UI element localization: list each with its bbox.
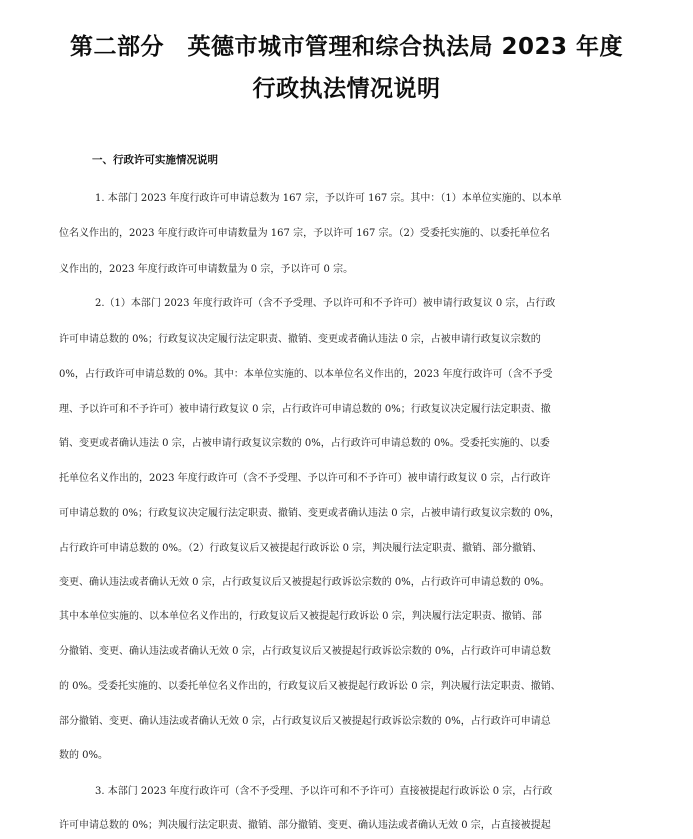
paragraph-line: 销、变更或者确认违法 0 宗，占被申请行政复议宗数的 0%，占行政许可申请总数的 0%。受委托实施的、以委: [59, 438, 550, 449]
paragraph-line: 2.（1）本部门 2023 年度行政许可（含不予受理、予以许可和不予许可）被申请行政复议 0 宗，占行政: [95, 298, 556, 309]
paragraph-line: 位名义作出的，2023 年度行政许可申请数量为 167 宗，予以许可 167 宗。（2）受委托实施的、以委托单位名: [59, 228, 550, 239]
paragraph-line: 其中本单位实施的、以本单位名义作出的，行政复议后又被提起行政诉讼 0 宗，判决履行法定职责、撤销、部: [59, 611, 542, 622]
paragraph-line: 许可申请总数的 0%；判决履行法定职责、撤销、部分撤销、变更、确认违法或者确认无效 0 宗，占直接被提起: [59, 820, 551, 831]
paragraph-line: 可申请总数的 0%；行政复议决定履行法定职责、撤销、变更或者确认违法 0 宗，占被申请行政复议宗数的 0%，: [59, 508, 560, 519]
paragraph-line: 部分撤销、变更、确认违法或者确认无效 0 宗，占行政复议后又被提起行政诉讼宗数的 0%，占行政许可申请总: [59, 716, 551, 727]
paragraph-line: 数的 0%。: [59, 750, 109, 761]
paragraph-line: 义作出的，2023 年度行政许可申请数量为 0 宗，予以许可 0 宗。: [59, 264, 354, 275]
paragraph-line: 变更、确认违法或者确认无效 0 宗，占行政复议后又被提起行政诉讼宗数的 0%，占行政许可申请总数的 0%。: [59, 577, 550, 588]
paragraph-line: 分撤销、变更、确认违法或者确认无效 0 宗，占行政复议后又被提起行政诉讼宗数的 0%，占行政许可申请总数: [59, 646, 551, 657]
paragraph-line: 0%，占行政许可申请总数的 0%。其中：本单位实施的、以本单位名义作出的，2023 年度行政许可（含不予受: [59, 369, 553, 380]
paragraph-line: 1. 本部门 2023 年度行政许可申请总数为 167 宗，予以许可 167 宗。其中：（1）本单位实施的、以本单: [95, 193, 562, 204]
paragraph-line: 许可申请总数的 0%；行政复议决定履行法定职责、撤销、变更或者确认违法 0 宗，占被申请行政复议宗数的: [59, 334, 541, 345]
paragraph-line: 占行政许可申请总数的 0%。（2）行政复议后又被提起行政诉讼 0 宗，判决履行法定职责、撤销、部分撤销、: [59, 543, 543, 554]
paragraph-line: 3. 本部门 2023 年度行政许可（含不予受理、予以许可和不予许可）直接被提起行政诉讼 0 宗，占行政: [95, 786, 553, 797]
document-title-line-1: 第二部分 英德市城市管理和综合执法局 2023 年度: [69, 34, 624, 60]
paragraph-line: 理、予以许可和不予许可）被申请行政复议 0 宗，占行政许可申请总数的 0%；行政复议决定履行法定职责、撤: [59, 404, 551, 415]
document-title-line-2: 行政执法情况说明: [252, 76, 441, 102]
paragraph-line: 的 0%。受委托实施的、以委托单位名义作出的，行政复议后又被提起行政诉讼 0 宗，判决履行法定职责、撤销、: [59, 681, 561, 692]
section-heading: 一、行政许可实施情况说明: [92, 154, 218, 166]
paragraph-line: 托单位名义作出的，2023 年度行政许可（含不予受理、予以许可和不予许可）被申请行政复议 0 宗，占行政许: [59, 473, 551, 484]
